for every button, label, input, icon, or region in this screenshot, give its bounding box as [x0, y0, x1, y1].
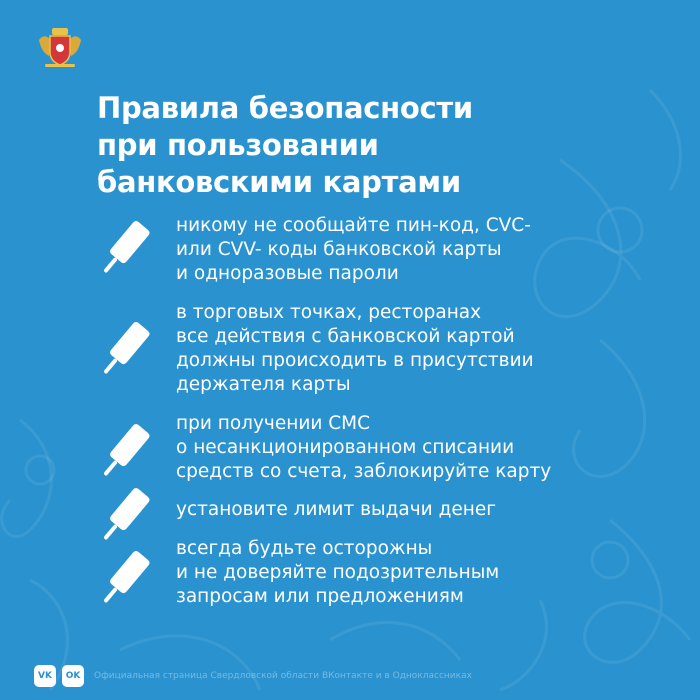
- title-line: банковскими картами: [97, 165, 461, 199]
- rule-item: [176, 537, 646, 609]
- popsicle-icon: [95, 217, 153, 281]
- rule-line: все действия с банковской картой: [176, 326, 515, 347]
- rule-line: всегда будьте осторожны: [176, 538, 433, 559]
- rule-item: [176, 301, 646, 397]
- footer: [34, 664, 674, 688]
- footer-text: Официальная страница Свердловской области ВКонтакте и в Одноклассниках: [94, 671, 472, 681]
- rule-line: должны происходить в присутствии: [176, 350, 534, 371]
- popsicle-icon: [95, 484, 153, 548]
- popsicle-icon: [95, 547, 153, 611]
- rule-item: [176, 412, 646, 484]
- rule-line: в торговых точках, ресторанах: [176, 302, 482, 323]
- rule-item: [176, 214, 646, 286]
- popsicle-icon: [95, 420, 153, 484]
- rule-line: или CVV- коды банковской карты: [176, 239, 502, 260]
- vk-icon[interactable]: VK: [34, 665, 56, 687]
- rule-line: запросам или предложениям: [176, 586, 464, 607]
- rule-item: [176, 498, 646, 522]
- popsicle-icon: [95, 318, 153, 382]
- title-line: Правила безопасности: [97, 91, 473, 125]
- rule-line: при получении СМС: [176, 413, 371, 434]
- odnoklassniki-icon[interactable]: OK: [62, 665, 84, 687]
- rule-line: о несанкционированном списании: [176, 437, 515, 458]
- rule-line: никому не сообщайте пин-код, CVC-: [176, 215, 531, 236]
- rule-line: и не доверяйте подозрительным: [176, 562, 500, 583]
- title-line: при пользовании: [97, 128, 379, 162]
- rule-line: средств со счета, заблокируйте карту: [176, 461, 552, 482]
- rule-line: установите лимит выдачи денег: [176, 499, 496, 520]
- rule-line: держателя карты: [176, 374, 351, 395]
- rule-line: и одноразовые пароли: [176, 263, 399, 284]
